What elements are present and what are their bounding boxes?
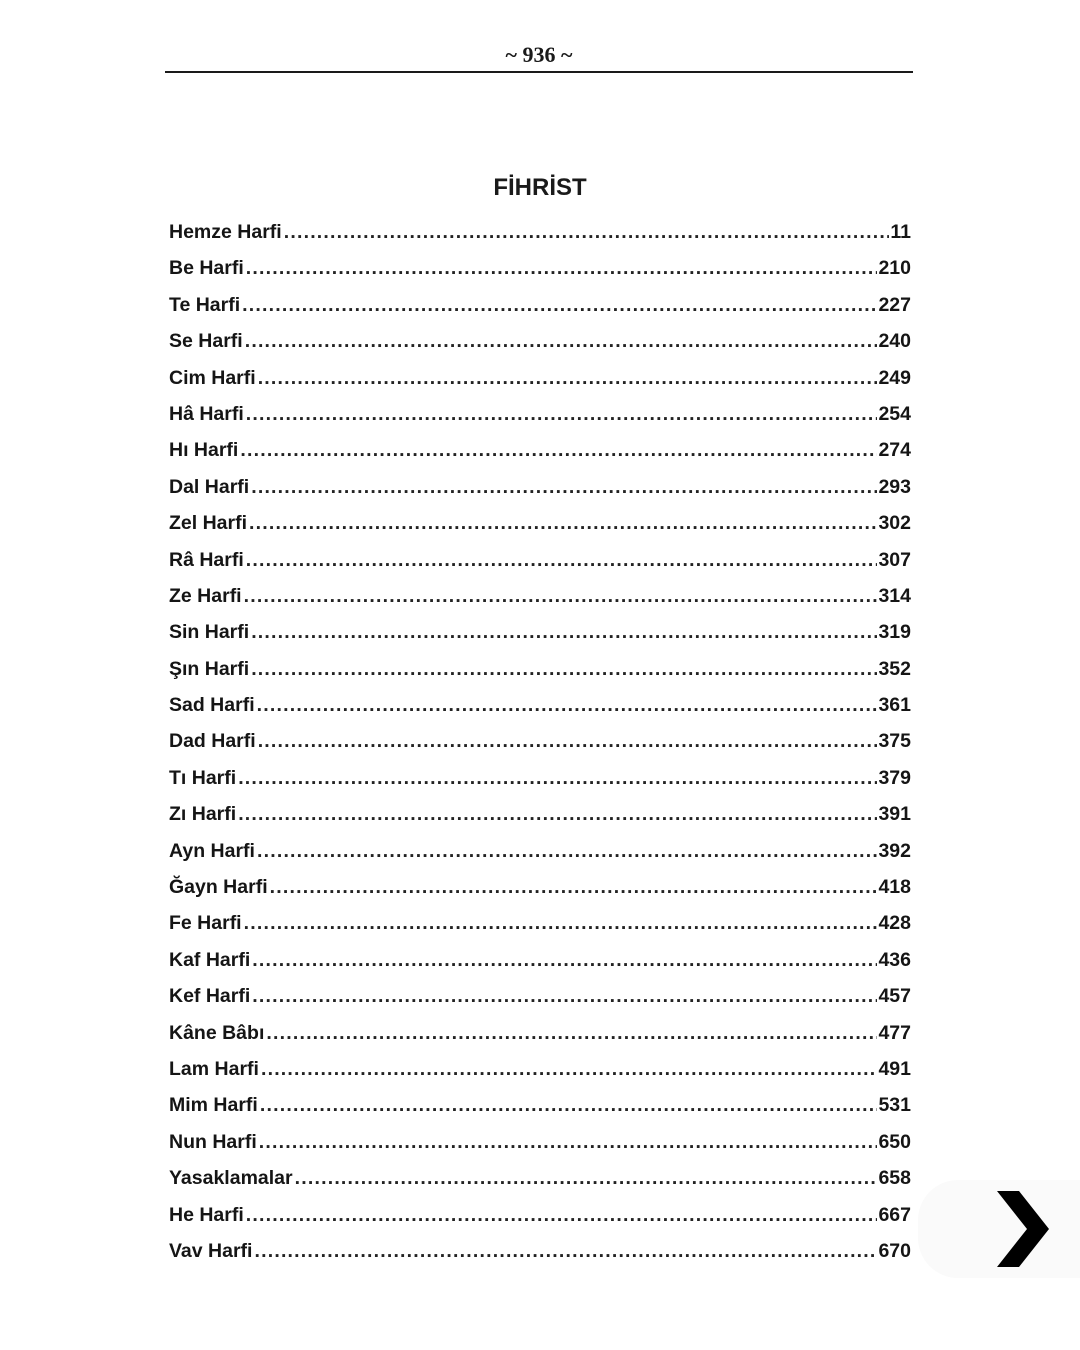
toc-entry-label: Ayn Harfi (169, 839, 255, 862)
dot-leader (252, 978, 877, 1014)
toc-entry-page: 361 (878, 694, 911, 717)
dot-leader (246, 250, 878, 286)
dot-leader (260, 1087, 878, 1123)
toc-entry-label: Hı Harfi (169, 439, 239, 462)
dot-leader (246, 1197, 878, 1233)
toc-entry-label: Cim Harfi (169, 366, 256, 389)
toc-entry[interactable] (169, 723, 911, 759)
toc-entry-page: 307 (878, 548, 911, 571)
dot-leader (251, 614, 877, 650)
toc-entry-label: Lam Harfi (169, 1057, 259, 1080)
toc-entry[interactable] (169, 250, 911, 286)
toc-entry-page: 457 (878, 985, 911, 1008)
toc-entry-label: Hâ Harfi (169, 402, 244, 425)
toc-entry[interactable] (169, 505, 911, 541)
toc-entry-page: 531 (878, 1094, 911, 1117)
toc-entry-page: 391 (878, 803, 911, 826)
toc-entry-page: 650 (878, 1130, 911, 1153)
toc-entry-page: 227 (878, 293, 911, 316)
dot-leader (251, 651, 877, 687)
toc-entry[interactable] (169, 796, 911, 832)
toc-entry[interactable] (169, 614, 911, 650)
page-header (165, 40, 913, 73)
toc-entry[interactable] (169, 214, 911, 250)
toc-entry-label: Zı Harfi (169, 803, 237, 826)
toc-entry[interactable] (169, 360, 911, 396)
toc-entry-page: 379 (878, 766, 911, 789)
toc-entry-label: Ze Harfi (169, 584, 242, 607)
toc-entry-label: Kâne Bâbı (169, 1021, 265, 1044)
toc-entry-page: 436 (878, 948, 911, 971)
toc-entry[interactable] (169, 905, 911, 941)
chevron-right-icon (993, 1191, 1049, 1267)
table-of-contents (169, 214, 911, 1269)
dot-leader (249, 505, 877, 541)
toc-entry-page: 667 (878, 1203, 911, 1226)
dot-leader (238, 760, 877, 796)
dot-leader (244, 578, 878, 614)
dot-leader (254, 1233, 877, 1269)
toc-entry[interactable] (169, 1015, 911, 1051)
toc-entry-label: Sad Harfi (169, 694, 255, 717)
toc-entry[interactable] (169, 833, 911, 869)
toc-entry[interactable] (169, 760, 911, 796)
toc-entry-label: He Harfi (169, 1203, 244, 1226)
toc-entry-page: 319 (878, 621, 911, 644)
toc-entry-page: 658 (878, 1167, 911, 1190)
toc-entry[interactable] (169, 1197, 911, 1233)
toc-entry[interactable] (169, 542, 911, 578)
dot-leader (242, 287, 877, 323)
toc-entry-label: Tı Harfi (169, 766, 237, 789)
dot-leader (238, 796, 877, 832)
toc-entry-label: Dal Harfi (169, 475, 250, 498)
dot-leader (259, 1124, 878, 1160)
dot-leader (251, 469, 877, 505)
toc-entry-page: 302 (878, 512, 911, 535)
dot-leader (261, 1051, 878, 1087)
toc-entry-page: 418 (878, 876, 911, 899)
dot-leader (270, 869, 878, 905)
next-page-button[interactable] (918, 1180, 1080, 1278)
toc-entry-page: 254 (878, 402, 911, 425)
dot-leader (246, 396, 878, 432)
dot-leader (295, 1160, 878, 1196)
toc-entry-label: Te Harfi (169, 293, 241, 316)
toc-entry-label: Zel Harfi (169, 512, 248, 535)
toc-entry-page: 491 (878, 1057, 911, 1080)
toc-entry-page: 274 (878, 439, 911, 462)
toc-entry-label: Nun Harfi (169, 1130, 257, 1153)
dot-leader (258, 360, 878, 396)
toc-entry-page: 375 (878, 730, 911, 753)
toc-entry[interactable] (169, 1160, 911, 1196)
toc-entry-label: Şın Harfi (169, 657, 250, 680)
toc-entry-label: Se Harfi (169, 330, 243, 353)
toc-entry-label: Mim Harfi (169, 1094, 258, 1117)
toc-entry[interactable] (169, 1087, 911, 1123)
toc-entry[interactable] (169, 469, 911, 505)
toc-entry-label: Râ Harfi (169, 548, 244, 571)
toc-entry-label: Kef Harfi (169, 985, 251, 1008)
toc-entry[interactable] (169, 942, 911, 978)
toc-entry-label: Kaf Harfi (169, 948, 251, 971)
toc-entry-page: 240 (878, 330, 911, 353)
toc-entry-page: 314 (878, 584, 911, 607)
page-title: FİHRİST (493, 174, 587, 201)
toc-entry-label: Be Harfi (169, 257, 244, 280)
toc-entry-label: Dad Harfi (169, 730, 256, 753)
dot-leader (246, 542, 878, 578)
toc-entry[interactable] (169, 396, 911, 432)
toc-entry[interactable] (169, 1051, 911, 1087)
toc-entry-page: 293 (878, 475, 911, 498)
dot-leader (284, 214, 890, 250)
toc-entry-label: Fe Harfi (169, 912, 242, 935)
dot-leader (257, 833, 877, 869)
toc-entry[interactable] (169, 287, 911, 323)
dot-leader (266, 1015, 877, 1051)
dot-leader (252, 942, 877, 978)
dot-leader (240, 432, 877, 468)
toc-entry-page: 392 (878, 839, 911, 862)
toc-entry-page: 670 (878, 1239, 911, 1262)
toc-entry-page: 210 (878, 257, 911, 280)
toc-entry[interactable] (169, 651, 911, 687)
dot-leader (257, 687, 878, 723)
toc-entry-label: Ğayn Harfi (169, 876, 268, 899)
dot-leader (244, 905, 878, 941)
toc-entry-label: Yasaklamalar (169, 1167, 293, 1190)
toc-entry-label: Sin Harfi (169, 621, 250, 644)
page-number: ~ 936 ~ (505, 42, 573, 67)
toc-entry[interactable] (169, 1233, 911, 1269)
toc-entry-page: 11 (890, 221, 911, 243)
toc-entry[interactable] (169, 432, 911, 468)
toc-entry-label: Hemze Harfi (169, 221, 282, 243)
toc-entry-page: 352 (878, 657, 911, 680)
toc-entry[interactable] (169, 323, 911, 359)
toc-entry-page: 477 (878, 1021, 911, 1044)
toc-entry[interactable] (169, 1124, 911, 1160)
toc-entry[interactable] (169, 578, 911, 614)
dot-leader (258, 723, 878, 759)
dot-leader (245, 323, 878, 359)
toc-entry[interactable] (169, 687, 911, 723)
toc-entry-page: 249 (878, 366, 911, 389)
toc-entry-page: 428 (878, 912, 911, 935)
toc-entry-label: Vav Harfi (169, 1239, 253, 1262)
toc-entry[interactable] (169, 978, 911, 1014)
toc-entry[interactable] (169, 869, 911, 905)
